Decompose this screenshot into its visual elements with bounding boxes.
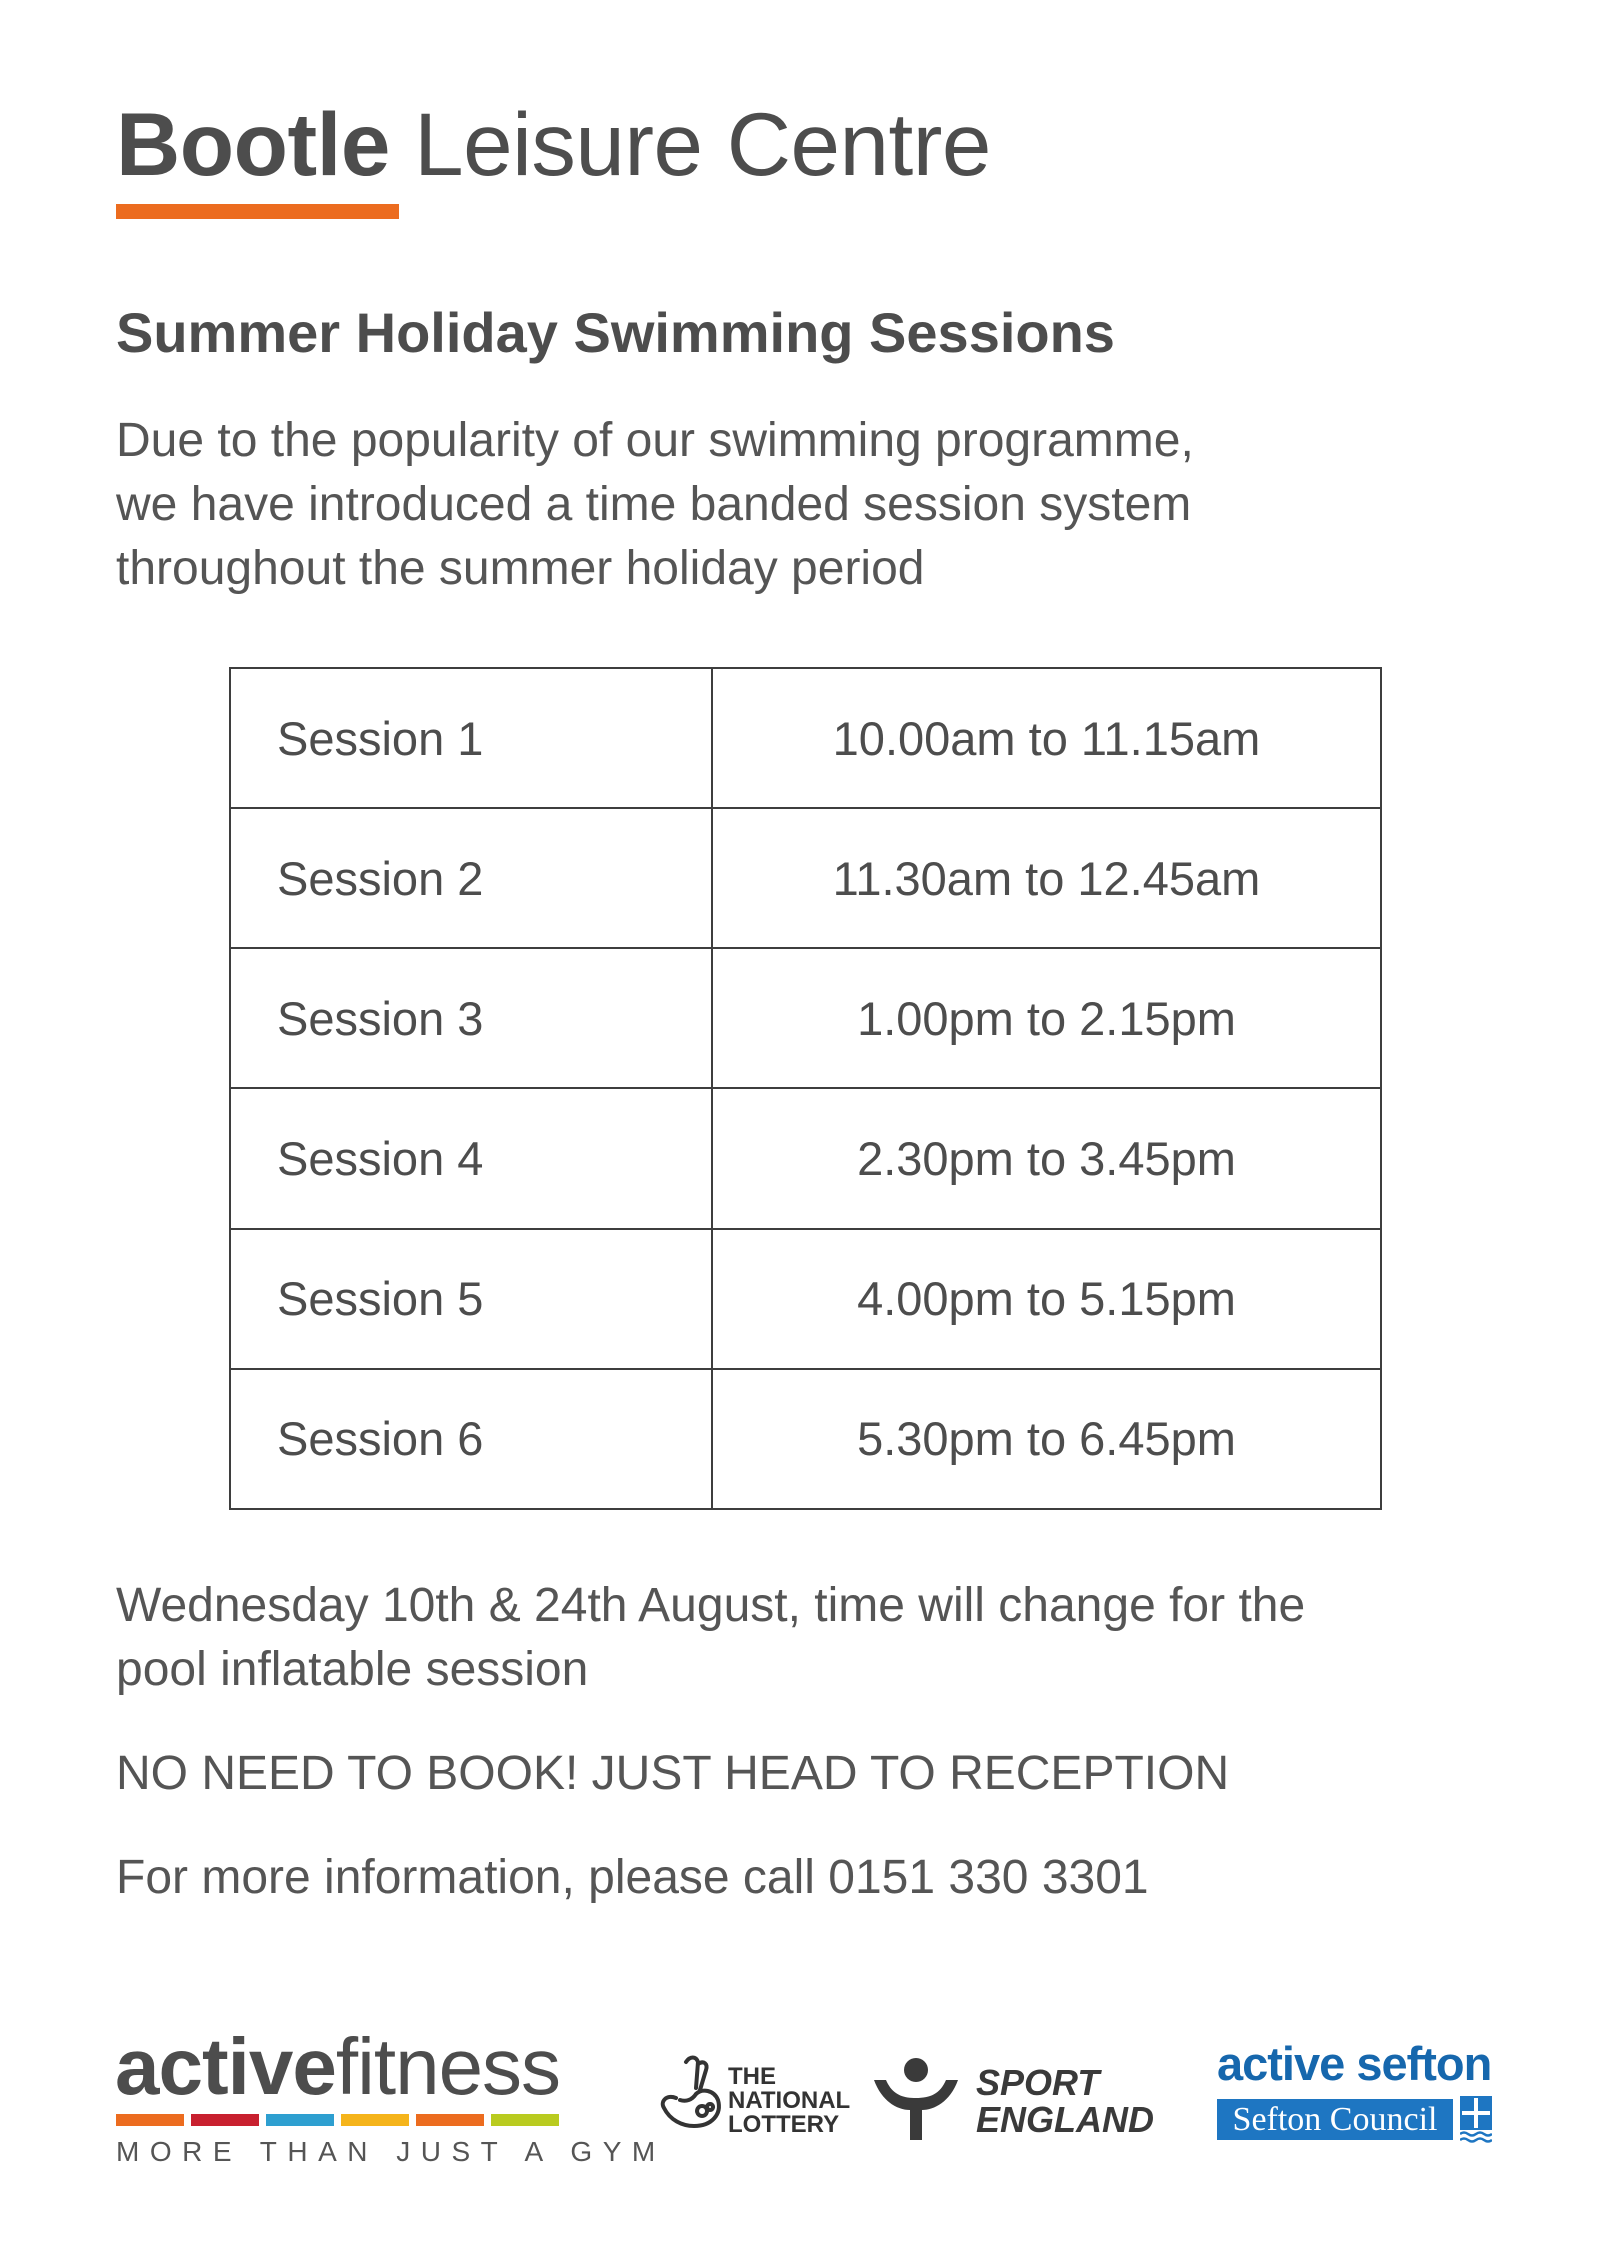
color-bar bbox=[491, 2114, 559, 2126]
session-time: 10.00am to 11.15am bbox=[712, 668, 1381, 808]
note-line: pool inflatable session bbox=[116, 1643, 589, 1696]
color-bar bbox=[116, 2114, 184, 2126]
session-time: 4.00pm to 5.15pm bbox=[712, 1229, 1381, 1369]
session-name: Session 6 bbox=[230, 1369, 712, 1509]
session-name: Session 1 bbox=[230, 668, 712, 808]
table-row bbox=[230, 808, 1381, 948]
color-bar bbox=[416, 2114, 484, 2126]
intro-paragraph bbox=[116, 409, 1194, 601]
session-time: 11.30am to 12.45am bbox=[712, 808, 1381, 948]
session-name: Session 5 bbox=[230, 1229, 712, 1369]
lottery-line: THE bbox=[728, 2063, 776, 2090]
sport-england-line: SPORT bbox=[976, 2062, 1100, 2103]
page-title bbox=[116, 94, 991, 194]
intro-line: we have introduced a time banded session system bbox=[116, 478, 1192, 531]
table-row bbox=[230, 1369, 1381, 1509]
sport-england-line: ENGLAND bbox=[976, 2099, 1154, 2140]
table-row bbox=[230, 668, 1381, 808]
session-name: Session 4 bbox=[230, 1088, 712, 1228]
sport-england-icon bbox=[870, 2050, 962, 2142]
color-bar bbox=[266, 2114, 334, 2126]
intro-line: Due to the popularity of our swimming programme, bbox=[116, 414, 1194, 467]
contact-info: For more information, please call 0151 330 3301 bbox=[116, 1851, 1149, 1904]
activefitness-bold: active bbox=[115, 2022, 336, 2111]
no-booking-notice: NO NEED TO BOOK! JUST HEAD TO RECEPTION bbox=[116, 1747, 1230, 1800]
table-row bbox=[230, 1229, 1381, 1369]
sefton-council-logo: Sefton Council bbox=[1217, 2099, 1453, 2140]
intro-line: throughout the summer holiday period bbox=[116, 542, 925, 595]
activefitness-color-bars bbox=[116, 2114, 559, 2126]
national-lottery-logo bbox=[728, 2065, 850, 2137]
color-bar bbox=[191, 2114, 259, 2126]
session-table bbox=[229, 667, 1382, 1510]
session-time: 5.30pm to 6.45pm bbox=[712, 1369, 1381, 1509]
lottery-fingers-icon bbox=[656, 2054, 728, 2136]
session-time: 1.00pm to 2.15pm bbox=[712, 948, 1381, 1088]
lottery-line: NATIONAL bbox=[728, 2087, 851, 2114]
subtitle: Summer Holiday Swimming Sessions bbox=[116, 301, 1115, 364]
active-sefton-logo: active sefton bbox=[1217, 2037, 1492, 2090]
table-row bbox=[230, 1088, 1381, 1228]
sefton-crest-icon bbox=[1460, 2096, 1492, 2143]
inflatable-note bbox=[116, 1574, 1305, 1702]
lottery-line: LOTTERY bbox=[728, 2111, 840, 2138]
activefitness-light: fitness bbox=[335, 2022, 561, 2111]
title-bold: Bootle bbox=[116, 94, 390, 194]
activefitness-logo bbox=[115, 2022, 561, 2111]
title-light: Leisure Centre bbox=[414, 94, 991, 194]
activefitness-tagline: MORE THAN JUST A GYM bbox=[116, 2136, 666, 2167]
sport-england-logo bbox=[976, 2064, 1154, 2138]
session-name: Session 2 bbox=[230, 808, 712, 948]
note-line: Wednesday 10th & 24th August, time will change for the bbox=[116, 1579, 1306, 1632]
session-time: 2.30pm to 3.45pm bbox=[712, 1088, 1381, 1228]
table-row bbox=[230, 948, 1381, 1088]
session-name: Session 3 bbox=[230, 948, 712, 1088]
title-underline bbox=[116, 204, 399, 219]
color-bar bbox=[341, 2114, 409, 2126]
